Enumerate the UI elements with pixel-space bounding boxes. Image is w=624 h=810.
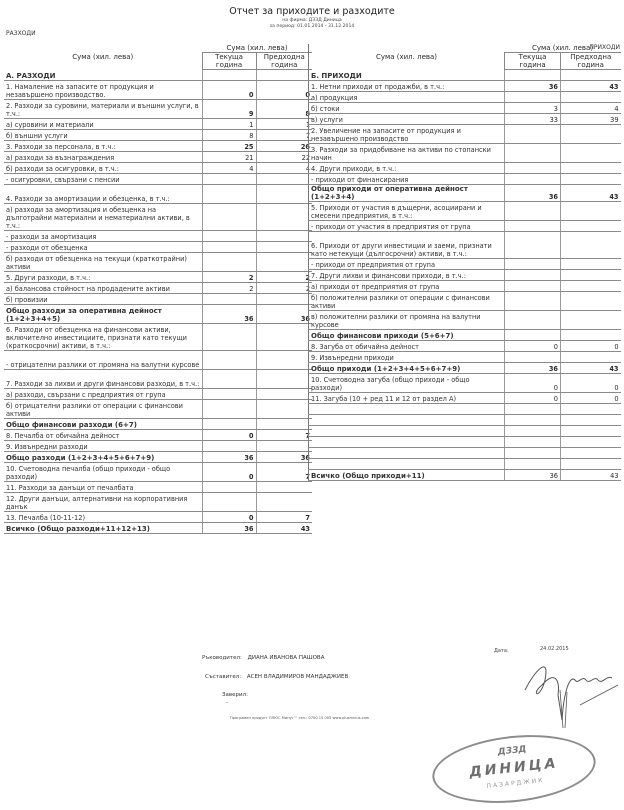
expenses-row	[4, 130, 312, 141]
income-previous-year-value	[561, 174, 621, 185]
expenses-current-year-value: 0	[202, 463, 256, 482]
expenses-previous-year-value	[256, 253, 312, 272]
expenses-previous-year-value: 4	[256, 163, 312, 174]
income-row-label: 9. Извънредни приходи	[309, 352, 505, 363]
expenses-row-label: 1. Намаление на запасите от продукция и незавършено производство.	[4, 81, 202, 100]
compiler-name: АСЕН ВЛАДИМИРОВ МАНДАДЖИЕВ	[246, 674, 349, 680]
expenses-current-year-value: 0	[202, 430, 256, 441]
expenses-row	[4, 163, 312, 174]
income-current-year-value	[505, 281, 561, 292]
expenses-current-year-value: 2	[202, 272, 256, 283]
income-row	[309, 374, 621, 393]
expenses-header-row-1	[4, 44, 312, 53]
expenses-previous-year-value	[256, 441, 312, 452]
expenses-row	[4, 81, 312, 100]
income-previous-year-value	[561, 330, 621, 341]
expenses-previous-year-value	[256, 419, 312, 430]
expenses-row	[4, 185, 312, 204]
company-line: на фирма: ДЗЗД Диница	[282, 18, 342, 23]
expenses-col-label: Сума (хил. лева)	[72, 52, 134, 61]
software-footer-note: Програмен продукт ПЛЮС Минус™ тел.: 0700 15 005 www.plusminus.com	[230, 716, 370, 720]
expenses-previous-year-value: 1	[256, 119, 312, 130]
income-row	[309, 163, 621, 174]
manager-signature-line	[202, 655, 324, 661]
income-previous-year-value	[561, 259, 621, 270]
expenses-row-label: б) разходи за осигуровки, в т.ч.:	[4, 163, 202, 174]
expenses-row	[4, 253, 312, 272]
expenses-row-label: а) разходи за амортизация и обезценка на дълготрайни материални и нематериални активи, в т.ч.:	[4, 204, 202, 231]
expenses-row-label: А. РАЗХОДИ	[4, 70, 202, 81]
income-row	[309, 363, 621, 374]
income-row-label: 2. Увеличение на запасите от продукция и незавършено производство	[309, 125, 505, 144]
income-row	[309, 393, 621, 404]
income-current-year-value: 0	[505, 393, 561, 404]
expenses-row-label: а) разходи, свързани с предприятия от група	[4, 389, 202, 400]
expenses-row	[4, 119, 312, 130]
income-current-year-value	[505, 404, 561, 415]
expenses-row	[4, 512, 312, 523]
income-previous-year-value: 0	[561, 393, 621, 404]
income-previous-year-value	[561, 125, 621, 144]
income-current-year-value	[505, 437, 561, 448]
income-previous-year-value	[561, 221, 621, 232]
expenses-previous-year-value	[256, 324, 312, 351]
income-current-year-value: 36	[505, 363, 561, 374]
company-stamp	[429, 728, 599, 810]
income-row-label: 5. Приходи от участия в дъщерни, асоциирани и смесени предприятия, в т.ч.:	[309, 202, 505, 221]
income-row-label: в) положителни разлики от промяна на валутни курсове	[309, 311, 505, 330]
income-current-year-value: 3	[505, 103, 561, 114]
income-row-label: 8. Загуба от обичайна дейност	[309, 341, 505, 352]
expenses-current-year-value	[202, 419, 256, 430]
expenses-previous-year-value	[256, 185, 312, 204]
income-section-label: ПРИХОДИ	[589, 44, 620, 51]
expenses-row	[4, 294, 312, 305]
stamp-line-1: ДЗЗД	[497, 744, 527, 758]
expenses-section-label: РАЗХОДИ	[6, 30, 36, 37]
expenses-row-label: а) балансова стойност на продадените активи	[4, 283, 202, 294]
income-previous-year-value	[561, 144, 621, 163]
expenses-table	[4, 44, 312, 534]
expenses-current-year-value: 1	[202, 119, 256, 130]
expenses-row	[4, 272, 312, 283]
expenses-current-year-value	[202, 482, 256, 493]
expenses-row	[4, 370, 312, 389]
income-row	[309, 144, 621, 163]
income-current-year-value: 36	[505, 470, 561, 481]
income-previous-year-value: 43	[561, 470, 621, 481]
expenses-previous-year-value	[256, 231, 312, 242]
income-current-year-value	[505, 174, 561, 185]
income-current-year-header: Текуща година	[505, 53, 561, 70]
income-row	[309, 221, 621, 232]
expenses-current-year-value: 36	[202, 523, 256, 534]
income-current-year-value	[505, 221, 561, 232]
expenses-row-label: б) разходи от обезценка на текущи (краткотрайни) активи	[4, 253, 202, 272]
income-current-year-value	[505, 448, 561, 459]
income-row	[309, 459, 621, 470]
compiler-label: Съставител:	[205, 674, 242, 680]
expenses-current-year-value: 4	[202, 163, 256, 174]
expenses-previous-year-value: 2	[256, 272, 312, 283]
income-previous-year-value	[561, 311, 621, 330]
expenses-row	[4, 400, 312, 419]
expenses-previous-year-value: 8	[256, 100, 312, 119]
expenses-current-year-value	[202, 351, 256, 370]
income-current-year-value	[505, 292, 561, 311]
expenses-current-year-value: 9	[202, 100, 256, 119]
income-row-label: 11. Загуба (10 + ред 11 и 12 от раздел А)	[309, 393, 505, 404]
expenses-row	[4, 70, 312, 81]
expenses-row	[4, 441, 312, 452]
income-row-label: в) услуги	[309, 114, 505, 125]
income-row	[309, 415, 621, 426]
income-current-year-value	[505, 459, 561, 470]
expenses-row	[4, 493, 312, 512]
income-current-year-value	[505, 92, 561, 103]
date-value: 24.02.2015	[540, 646, 569, 652]
expenses-row-label: а) разходи за възнаграждения	[4, 152, 202, 163]
income-row	[309, 404, 621, 415]
income-previous-year-value	[561, 202, 621, 221]
income-previous-year-value	[561, 415, 621, 426]
expenses-current-year-value	[202, 174, 256, 185]
expenses-previous-year-value	[256, 174, 312, 185]
income-previous-year-value: 43	[561, 185, 621, 202]
income-current-year-value: 33	[505, 114, 561, 125]
expenses-current-year-value: 25	[202, 141, 256, 152]
income-row	[309, 103, 621, 114]
expenses-current-year-value	[202, 204, 256, 231]
income-previous-year-value	[561, 459, 621, 470]
income-row	[309, 114, 621, 125]
expenses-row-label: 12. Други данъци, алтернативни на корпоративния данък	[4, 493, 202, 512]
income-row	[309, 330, 621, 341]
income-current-year-value: 0	[505, 341, 561, 352]
expenses-previous-year-header: Предходна година	[256, 53, 312, 70]
expenses-row-label: а) суровини и материали	[4, 119, 202, 130]
income-row-label: - приходи от финансирания	[309, 174, 505, 185]
expenses-row	[4, 283, 312, 294]
income-current-year-value	[505, 144, 561, 163]
income-row	[309, 352, 621, 363]
income-row-label	[309, 437, 505, 448]
income-row-label	[309, 448, 505, 459]
period-line: за период: 01.01.2014 - 31.12.2014	[269, 24, 355, 29]
expenses-current-year-value: 36	[202, 452, 256, 463]
expenses-row-label: 9. Извънредни разходи	[4, 441, 202, 452]
expenses-row	[4, 100, 312, 119]
income-current-year-value	[505, 426, 561, 437]
expenses-row-label: Общо разходи (1+2+3+4+5+6+7+9)	[4, 452, 202, 463]
expenses-row-label: - осигуровки, свързани с пенсии	[4, 174, 202, 185]
expenses-row	[4, 141, 312, 152]
income-previous-year-value	[561, 70, 621, 81]
expenses-row	[4, 231, 312, 242]
expenses-row-label: 7. Разходи за лихви и други финансови разходи, в т.ч.:	[4, 370, 202, 389]
expenses-row	[4, 523, 312, 534]
expenses-previous-year-value: 22	[256, 152, 312, 163]
income-row-label: 10. Счетоводна загуба (общо приходи - общо разходи)	[309, 374, 505, 393]
income-current-year-value: 36	[505, 81, 561, 92]
expenses-previous-year-value: 43	[256, 523, 312, 534]
income-row-label: 1. Нетни приходи от продажби, в т.ч.:	[309, 81, 505, 92]
expenses-row-label: Всичко (Общо разходи+11+12+13)	[4, 523, 202, 534]
expenses-row	[4, 152, 312, 163]
expenses-row-label: - разходи за амортизация	[4, 231, 202, 242]
income-row	[309, 232, 621, 259]
expenses-previous-year-value	[256, 242, 312, 253]
expenses-row-label: б) отрицателни разлики от операции с финансови активи	[4, 400, 202, 419]
expenses-current-year-value	[202, 294, 256, 305]
income-previous-year-value	[561, 270, 621, 281]
stamp-line-2: ДИНИЦА	[468, 755, 560, 781]
income-row	[309, 174, 621, 185]
expenses-previous-year-value	[256, 351, 312, 370]
expenses-current-year-value: 2	[202, 283, 256, 294]
stamp-line-3: ПАЗАРДЖИК	[486, 776, 545, 790]
income-row-label: б) положителни разлики от операции с финансови активи	[309, 292, 505, 311]
expenses-row	[4, 242, 312, 253]
income-header-row-1	[309, 44, 621, 53]
expenses-row	[4, 351, 312, 370]
income-row-label: Общо финансови приходи (5+6+7)	[309, 330, 505, 341]
date-label: Дата:	[494, 648, 509, 654]
expenses-previous-year-value: 7	[256, 130, 312, 141]
expenses-previous-year-value: 7	[256, 463, 312, 482]
expenses-row-label: 6. Разходи от обезценка на финансови активи, включително инвестициите, признати като текущи (краткосрочни) активи, в т.ч.:	[4, 324, 202, 351]
document-title: Отчет за приходите и разходите	[229, 6, 395, 17]
expenses-current-year-value	[202, 242, 256, 253]
expenses-current-year-value	[202, 493, 256, 512]
expenses-row-label: 2. Разходи за суровини, материали и външни услуги, в т.ч.:	[4, 100, 202, 119]
income-previous-year-value	[561, 163, 621, 174]
expenses-row	[4, 204, 312, 231]
expenses-row	[4, 482, 312, 493]
expenses-current-year-value: 0	[202, 81, 256, 100]
income-previous-year-value	[561, 232, 621, 259]
income-row	[309, 270, 621, 281]
expenses-row-label: 5. Други разходи, в т.ч.:	[4, 272, 202, 283]
income-previous-year-value	[561, 352, 621, 363]
expenses-row-label: 8. Печалба от обичайна дейност	[4, 430, 202, 441]
expenses-row	[4, 324, 312, 351]
expenses-current-year-value	[202, 70, 256, 81]
income-current-year-value	[505, 125, 561, 144]
income-previous-year-value	[561, 281, 621, 292]
income-row	[309, 202, 621, 221]
expenses-previous-year-value: 26	[256, 141, 312, 152]
expenses-row	[4, 430, 312, 441]
income-row	[309, 470, 621, 481]
income-row	[309, 259, 621, 270]
income-current-year-value	[505, 330, 561, 341]
income-row	[309, 448, 621, 459]
expenses-group-label: Сума (хил. лева)	[202, 44, 312, 53]
handwritten-signature-icon	[520, 650, 620, 730]
expenses-row-label: б) провизии	[4, 294, 202, 305]
expenses-current-year-value	[202, 185, 256, 204]
manager-label: Ръководител:	[202, 655, 242, 661]
income-row-label	[309, 404, 505, 415]
income-row	[309, 281, 621, 292]
income-current-year-value	[505, 259, 561, 270]
expenses-row-label: 13. Печалба (10-11-12)	[4, 512, 202, 523]
income-table	[308, 44, 621, 481]
expenses-previous-year-value	[256, 204, 312, 231]
income-current-year-value	[505, 70, 561, 81]
expenses-row	[4, 389, 312, 400]
expenses-row-label: Общо разходи за оперативна дейност (1+2+3+4+5)	[4, 305, 202, 324]
income-row-label: 7. Други лихви и финансови приходи, в т.ч.:	[309, 270, 505, 281]
expenses-row	[4, 419, 312, 430]
expenses-row	[4, 174, 312, 185]
income-row	[309, 437, 621, 448]
income-row	[309, 81, 621, 92]
expenses-current-year-value: 8	[202, 130, 256, 141]
income-row-label: а) приходи от предприятия от група	[309, 281, 505, 292]
expenses-previous-year-value	[256, 370, 312, 389]
income-previous-year-value	[561, 448, 621, 459]
expenses-row	[4, 452, 312, 463]
expenses-row	[4, 305, 312, 324]
expenses-row-label: 4. Разходи за амортизации и обезценка, в т.ч.:	[4, 185, 202, 204]
income-previous-year-value	[561, 404, 621, 415]
income-row	[309, 70, 621, 81]
income-current-year-value	[505, 415, 561, 426]
income-row-label: Общо приходи от оперативна дейност (1+2+3+4)	[309, 185, 505, 202]
expenses-previous-year-value: 36	[256, 452, 312, 463]
income-previous-year-value	[561, 292, 621, 311]
expenses-previous-year-value: 36	[256, 305, 312, 324]
income-current-year-value	[505, 163, 561, 174]
expenses-previous-year-value	[256, 482, 312, 493]
expenses-current-year-value	[202, 253, 256, 272]
income-current-year-value	[505, 232, 561, 259]
income-group-label: Сума (хил. лева)	[505, 44, 621, 53]
expenses-previous-year-value: 7	[256, 430, 312, 441]
expenses-previous-year-value: 0	[256, 81, 312, 100]
income-row	[309, 426, 621, 437]
expenses-previous-year-value	[256, 294, 312, 305]
income-row	[309, 92, 621, 103]
expenses-row-label: - разходи от обезценка	[4, 242, 202, 253]
expenses-row-label: 11. Разходи за данъци от печалбата	[4, 482, 202, 493]
income-col-label: Сума (хил. лева)	[375, 52, 438, 61]
expenses-previous-year-value: 2	[256, 283, 312, 294]
expenses-previous-year-value	[256, 493, 312, 512]
income-row	[309, 311, 621, 330]
income-previous-year-value: 0	[561, 374, 621, 393]
income-row	[309, 341, 621, 352]
expenses-current-year-value	[202, 400, 256, 419]
expenses-previous-year-value	[256, 389, 312, 400]
income-current-year-value	[505, 270, 561, 281]
income-row-label	[309, 426, 505, 437]
expenses-row-label: б) външни услуги	[4, 130, 202, 141]
income-row	[309, 185, 621, 202]
income-previous-year-value	[561, 426, 621, 437]
income-current-year-value	[505, 352, 561, 363]
income-previous-year-value: 43	[561, 363, 621, 374]
expenses-current-year-value: 0	[202, 512, 256, 523]
income-row-label: - приходи от участия в предприятия от група	[309, 221, 505, 232]
income-previous-year-value: 0	[561, 341, 621, 352]
income-row-label: 6. Приходи от други инвестиции и заеми, признати като нетекущи (дългосрочни) активи, в т.ч.:	[309, 232, 505, 259]
income-row	[309, 125, 621, 144]
income-row-label: Общо приходи (1+2+3+4+5+6+7+9)	[309, 363, 505, 374]
income-row	[309, 292, 621, 311]
expenses-current-year-value: 21	[202, 152, 256, 163]
income-row-label: - приходи от предприятия от група	[309, 259, 505, 270]
expenses-current-year-value: 36	[202, 305, 256, 324]
certified-signature-line	[222, 692, 248, 698]
certified-value: -	[226, 700, 228, 706]
expenses-current-year-value	[202, 231, 256, 242]
expenses-current-year-value	[202, 441, 256, 452]
expenses-previous-year-value	[256, 400, 312, 419]
income-current-year-value: 36	[505, 185, 561, 202]
income-current-year-value	[505, 311, 561, 330]
income-previous-year-value: 43	[561, 81, 621, 92]
expenses-row-label: 3. Разходи за персонала, в т.ч.:	[4, 141, 202, 152]
income-row-label: б) стоки	[309, 103, 505, 114]
income-previous-year-value: 4	[561, 103, 621, 114]
income-previous-year-value	[561, 92, 621, 103]
expenses-previous-year-value: 7	[256, 512, 312, 523]
income-previous-year-value	[561, 437, 621, 448]
expenses-current-year-header: Текуща година	[202, 53, 256, 70]
income-row-label: 3. Разходи за придобиване на активи по стопански начин	[309, 144, 505, 163]
income-current-year-value: 0	[505, 374, 561, 393]
expenses-row-label: - отрицателни разлики от промяна на валутни курсове	[4, 351, 202, 370]
expenses-row-label: Общо финансови разходи (6+7)	[4, 419, 202, 430]
manager-name: ДИАНА ИВАНОВА ПАШОВА	[247, 655, 325, 661]
income-row-label: Всичко (Общо приходи+11)	[309, 470, 505, 481]
income-row-label: 4. Други приходи, в т.ч.:	[309, 163, 505, 174]
income-current-year-value	[505, 202, 561, 221]
income-previous-year-header: Предходна година	[561, 53, 621, 70]
certified-label: Заверил:	[222, 692, 248, 698]
income-row-label	[309, 459, 505, 470]
expenses-current-year-value	[202, 389, 256, 400]
income-row-label: Б. ПРИХОДИ	[309, 70, 505, 81]
compiler-signature-line	[205, 674, 348, 680]
income-row-label: а) продукция	[309, 92, 505, 103]
income-row-label	[309, 415, 505, 426]
expenses-previous-year-value	[256, 70, 312, 81]
expenses-row-label: 10. Счетоводна печалба (общо приходи - общо разходи)	[4, 463, 202, 482]
expenses-row	[4, 463, 312, 482]
income-previous-year-value: 39	[561, 114, 621, 125]
expenses-current-year-value	[202, 324, 256, 351]
expenses-current-year-value	[202, 370, 256, 389]
